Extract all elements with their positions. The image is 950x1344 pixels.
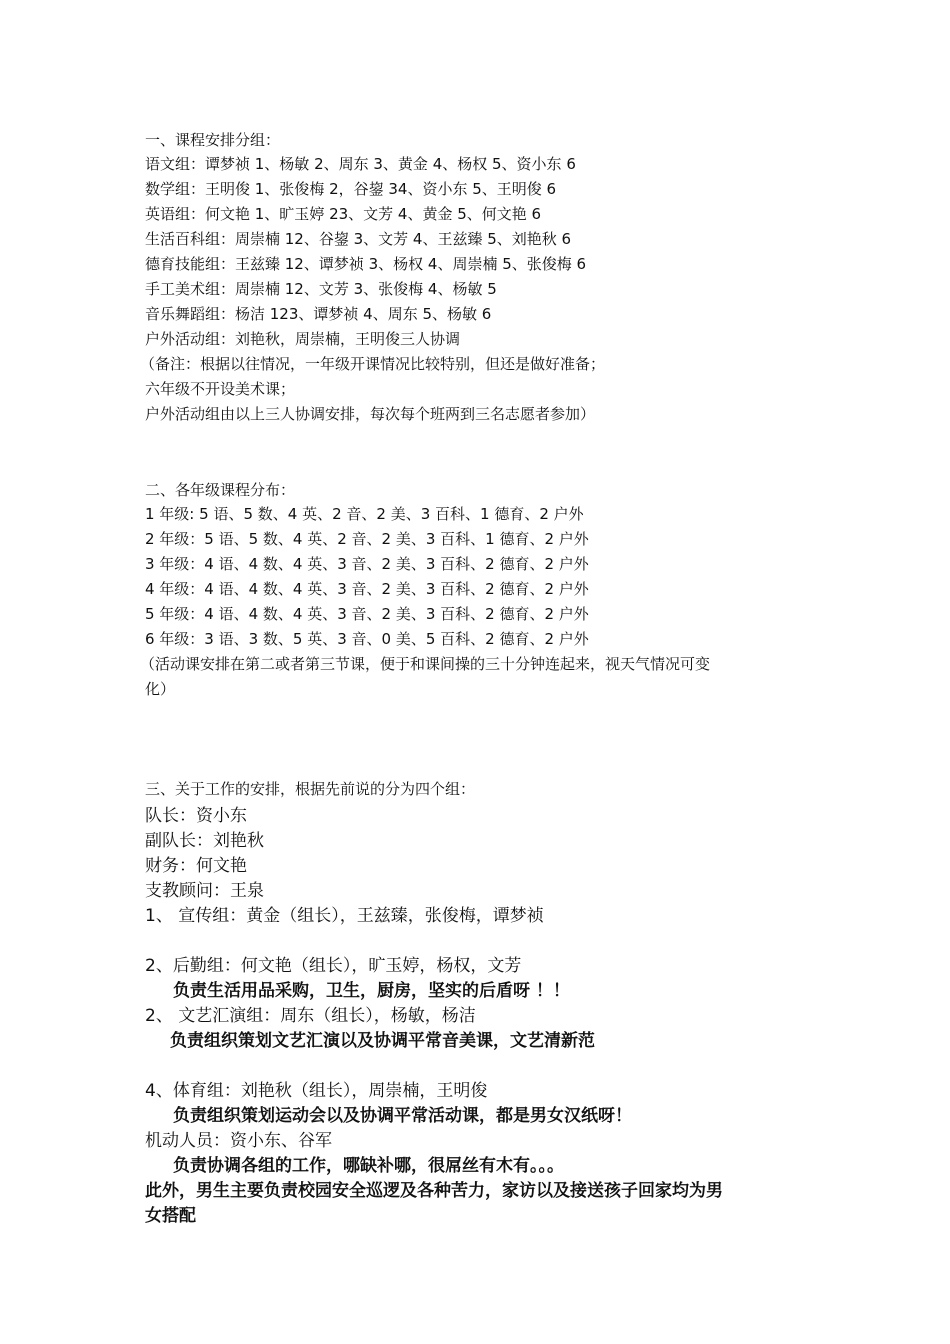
section3-title: 三、关于工作的安排，根据先前说的分为四个组：: [145, 780, 476, 798]
section1-note-1: （备注：根据以往情况，一年级开课情况比较特别，但还是做好准备；: [140, 355, 606, 373]
course-group-moral-skills: 德育技能组：王兹臻 12、谭梦祯 3、杨权 4、周崇楠 5、张俊梅 6: [145, 255, 587, 273]
course-group-outdoor: 户外活动组：刘艳秋，周崇楠，王明俊三人协调: [145, 330, 461, 348]
course-group-math: 数学组：王明俊 1、张俊梅 2，谷鋆 34、资小东 5、王明俊 6: [145, 180, 557, 198]
closing-line-2: 女搭配: [145, 1206, 196, 1226]
mobile-staff-duty: 负责协调各组的工作，哪缺补哪，很屌丝有木有。。。: [173, 1156, 564, 1176]
section1-note-3: 户外活动组由以上三人协调安排，每次每个班两到三名志愿者参加）: [145, 405, 596, 423]
grade-1-courses: 1 年级: 5 语、5 数、4 英、2 音、2 美、3 百科、1 德育、2 户外: [145, 505, 584, 523]
grade-6-courses: 6 年级：3 语、3 数、5 英、3 音、0 美、5 百科、2 德育、2 户外: [145, 630, 589, 648]
course-group-chinese: 语文组：谭梦祯 1、杨敏 2、周东 3、黄金 4、杨权 5、资小东 6: [145, 155, 576, 173]
performance-group: 2、 文艺汇演组：周东（组长），杨敏，杨洁: [145, 1006, 476, 1026]
sports-group: 4、体育组：刘艳秋（组长），周崇楠，王明俊: [145, 1081, 488, 1101]
section1-title: 一、课程安排分组：: [145, 131, 281, 149]
section2-note-line1: （活动课安排在第二或者第三节课，便于和课间操的三十分钟连起来，视天气情况可变: [140, 655, 711, 673]
course-group-music-dance: 音乐舞蹈组：杨洁 123、谭梦祯 4、周东 5、杨敏 6: [145, 305, 492, 323]
team-vice-captain: 副队长：刘艳秋: [145, 831, 264, 851]
publicity-group: 1、 宣传组：黄金（组长），王兹臻，张俊梅，谭梦祯: [145, 906, 544, 926]
course-group-english: 英语组：何文艳 1、旷玉婷 23、文芳 4、黄金 5、何文艳 6: [145, 205, 542, 223]
section1-note-2: 六年级不开设美术课；: [145, 380, 296, 398]
logistics-group: 2、后勤组：何文艳（组长），旷玉婷，杨权，文芳: [145, 956, 522, 976]
course-group-art: 手工美术组：周崇楠 12、文芳 3、张俊梅 4、杨敏 5: [145, 280, 497, 298]
team-captain: 队长：资小东: [145, 806, 247, 826]
course-group-life-science: 生活百科组：周崇楠 12、谷鋆 3、文芳 4、王兹臻 5、刘艳秋 6: [145, 230, 572, 248]
team-advisor: 支教顾问：王泉: [145, 881, 264, 901]
section2-note-line2: 化）: [145, 680, 176, 698]
section2-title: 二、各年级课程分布：: [145, 481, 296, 499]
performance-group-duty: 负责组织策划文艺汇演以及协调平常音美课，文艺清新范: [170, 1031, 595, 1051]
logistics-group-duty: 负责生活用品采购，卫生，厨房，坚实的后盾呀 ！！: [173, 981, 570, 1001]
grade-3-courses: 3 年级：4 语、4 数、4 英、3 音、2 美、3 百科、2 德育、2 户外: [145, 555, 589, 573]
grade-4-courses: 4 年级：4 语、4 数、4 英、3 音、2 美、3 百科、2 德育、2 户外: [145, 580, 589, 598]
mobile-staff: 机动人员：资小东、谷军: [145, 1131, 332, 1151]
grade-2-courses: 2 年级：5 语、5 数、4 英、2 音、2 美、3 百科、1 德育、2 户外: [145, 530, 589, 548]
sports-group-duty: 负责组织策划运动会以及协调平常活动课，都是男女汉纸呀！: [173, 1106, 632, 1126]
closing-line-1: 此外，男生主要负责校园安全巡逻及各种苦力，家访以及接送孩子回家均为男: [145, 1181, 723, 1201]
team-finance: 财务：何文艳: [145, 856, 247, 876]
grade-5-courses: 5 年级：4 语、4 数、4 英、3 音、2 美、3 百科、2 德育、2 户外: [145, 605, 589, 623]
